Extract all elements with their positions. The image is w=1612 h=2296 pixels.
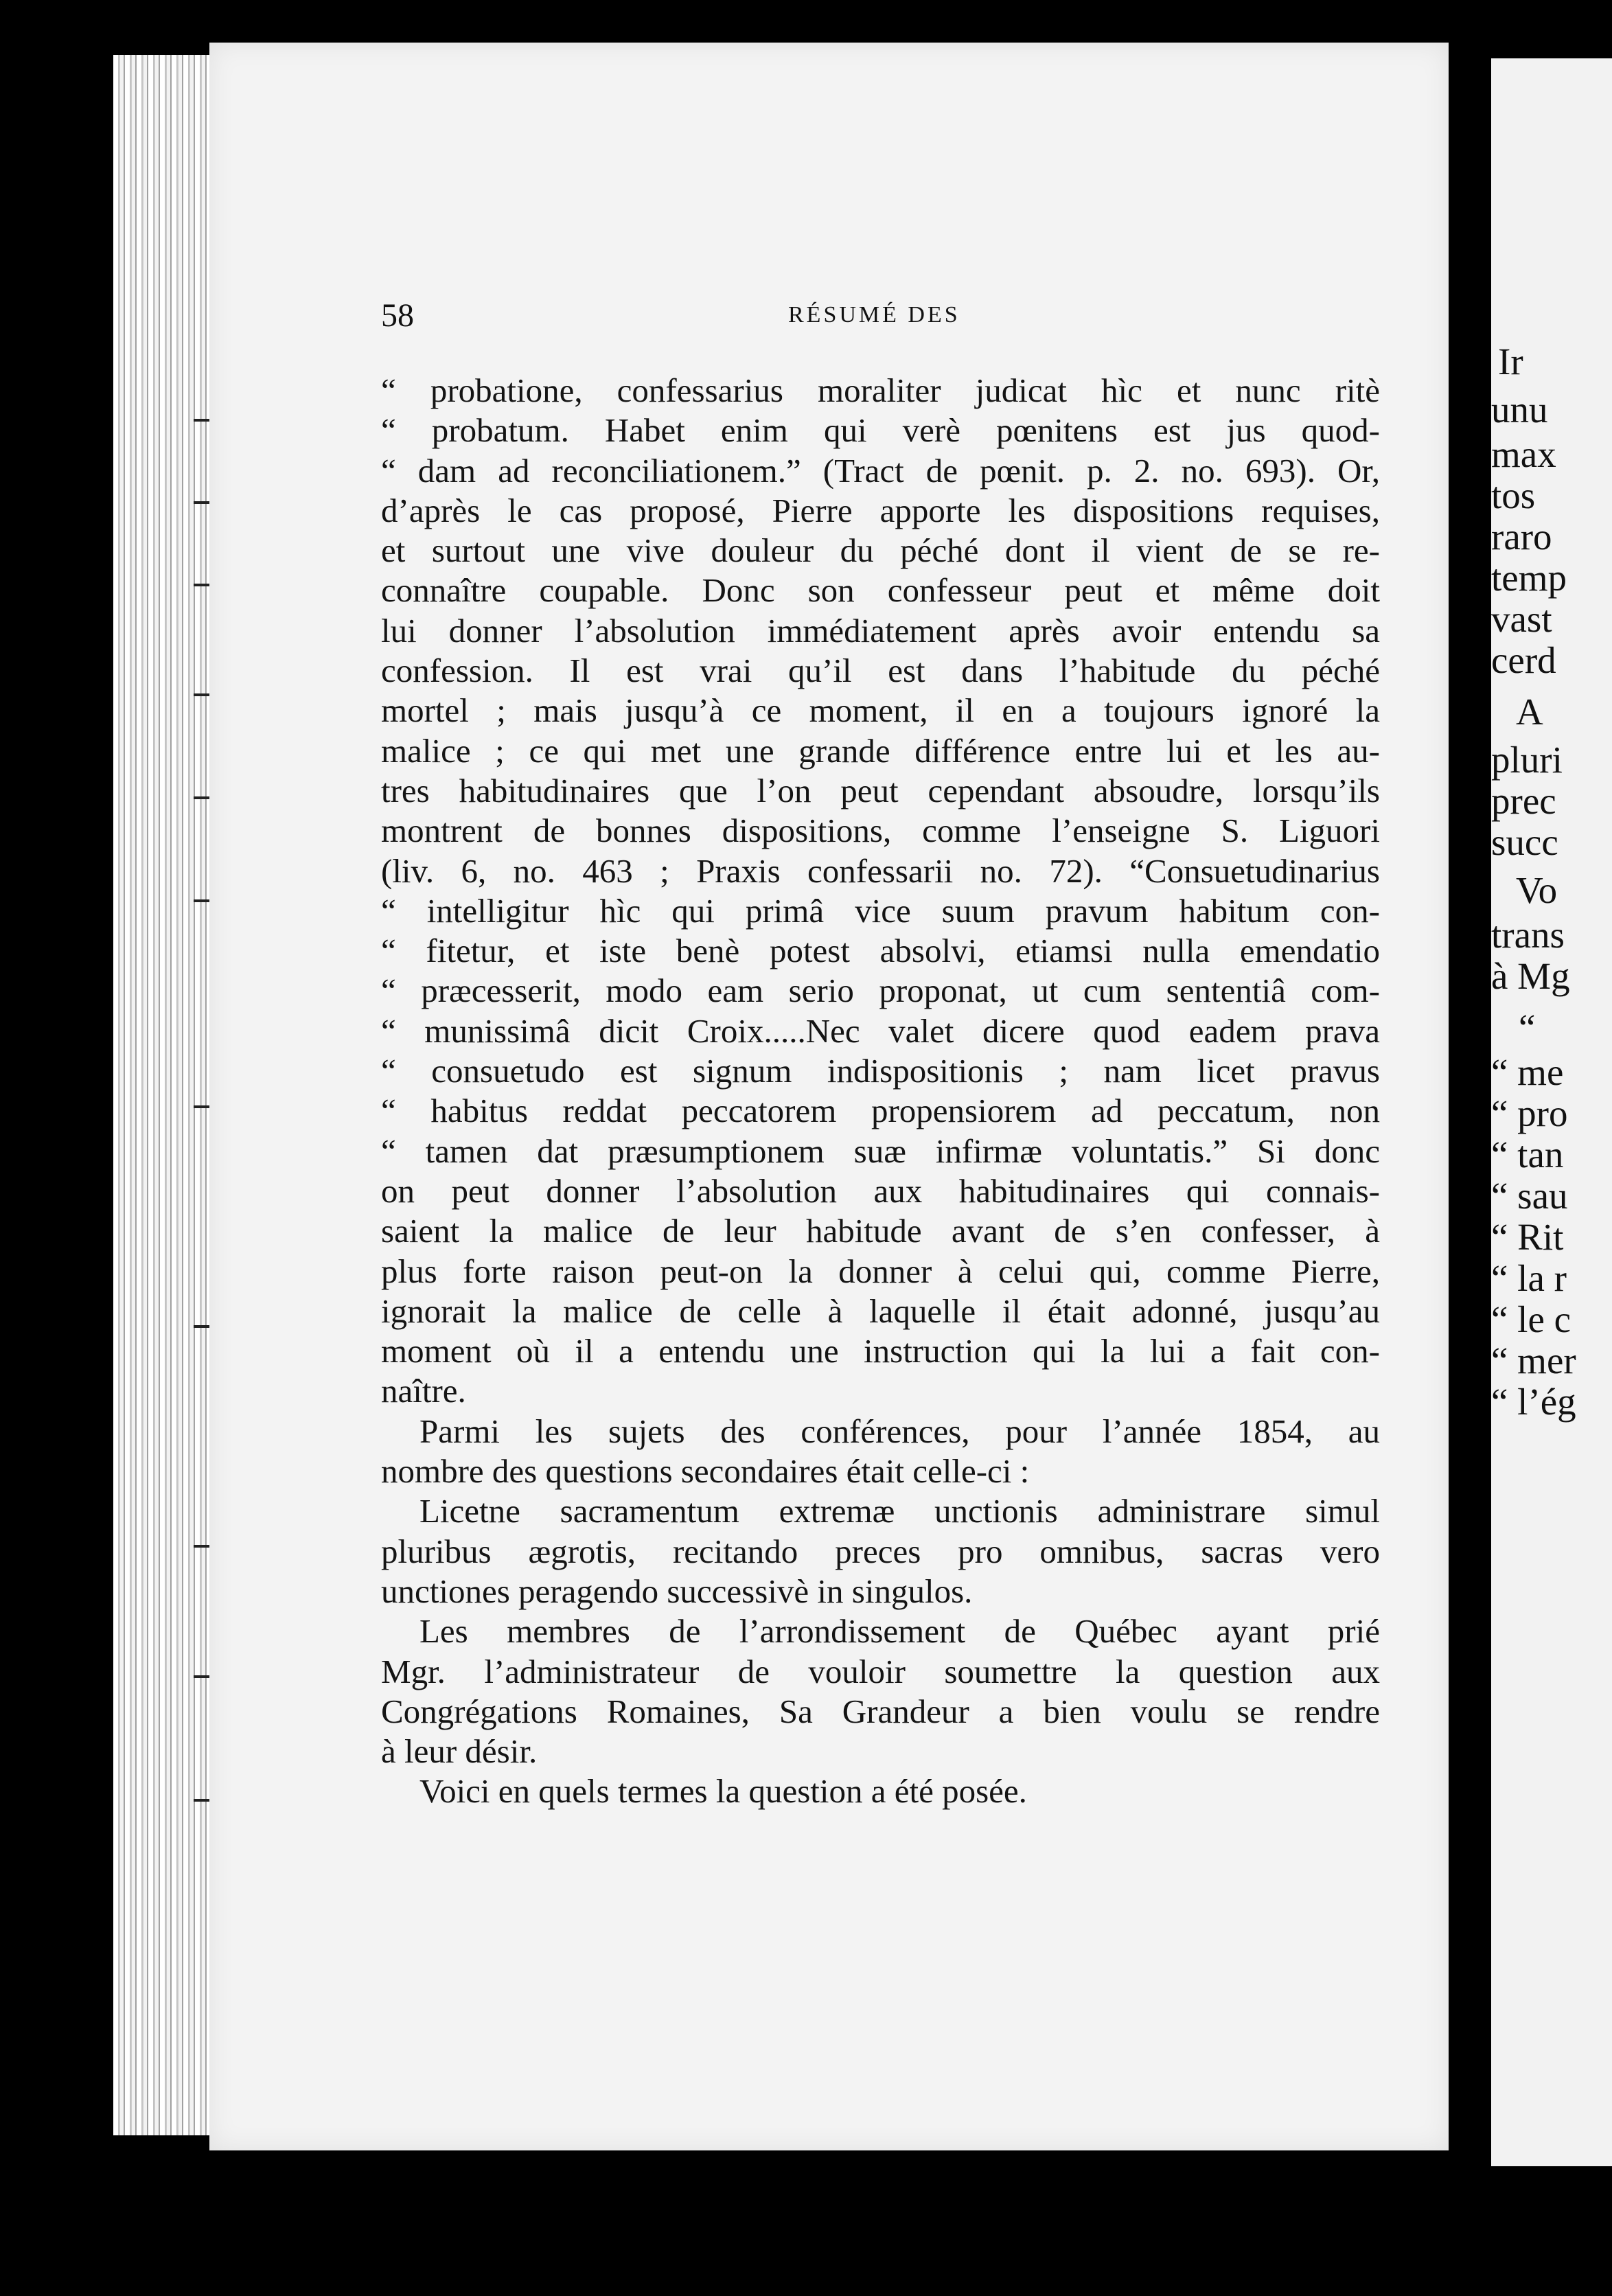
running-title: RÉSUMÉ DES bbox=[788, 302, 960, 328]
text-line: saient la malice de leur habitude avant de s’en confesser, à bbox=[381, 1212, 1380, 1250]
facing-fragment: “ mer bbox=[1491, 1340, 1576, 1381]
facing-fragment: “ bbox=[1519, 1007, 1536, 1048]
facing-fragment: raro bbox=[1491, 516, 1552, 558]
facing-fragment: “ la r bbox=[1491, 1257, 1567, 1299]
facing-fragment: trans bbox=[1491, 914, 1565, 956]
facing-fragment: prec bbox=[1491, 780, 1556, 822]
facing-fragment: tos bbox=[1491, 474, 1536, 516]
running-head bbox=[381, 297, 1380, 345]
facing-fragment: A bbox=[1516, 691, 1543, 733]
text-line: Mgr. l’administrateur de vouloir soumettre la question aux bbox=[381, 1652, 1380, 1690]
facing-fragment: temp bbox=[1491, 557, 1567, 599]
paragraph-first-line: Licetne sacramentum extremæ unctionis administrare simul bbox=[419, 1492, 1380, 1530]
facing-fragment: “ le c bbox=[1491, 1298, 1571, 1340]
page-number: 58 bbox=[381, 297, 414, 334]
facing-fragment: vast bbox=[1491, 598, 1552, 640]
text-line: à leur désir. bbox=[381, 1732, 538, 1771]
facing-fragment: “ Rit bbox=[1491, 1216, 1564, 1258]
text-line: “ consuetudo est signum indispositionis ; nam licet pravus bbox=[381, 1052, 1380, 1090]
text-line: plus forte raison peut-on la donner à celui qui, comme Pierre, bbox=[381, 1252, 1380, 1290]
text-line: tres habitudinaires que l’on peut cependant absoudre, lorsqu’ils bbox=[381, 771, 1380, 810]
text-line: confession. Il est vrai qu’il est dans l’habitude du péché bbox=[381, 652, 1380, 690]
text-line: d’après le cas proposé, Pierre apporte les dispositions requises, bbox=[381, 491, 1380, 529]
text-line: connaître coupable. Donc son confesseur peut et même doit bbox=[381, 571, 1380, 610]
text-line: “ fitetur, et iste benè potest absolvi, etiamsi nulla emendatio bbox=[381, 932, 1380, 970]
facing-fragment: à Mg bbox=[1491, 955, 1570, 997]
facing-fragment: “ me bbox=[1491, 1051, 1564, 1093]
text-line: “ probatum. Habet enim qui verè pœnitens est jus quod- bbox=[381, 411, 1380, 450]
facing-fragment: “ tan bbox=[1491, 1134, 1564, 1175]
facing-fragment: Vo bbox=[1516, 869, 1558, 911]
text-line: on peut donner l’absolution aux habitudinaires qui connais- bbox=[381, 1171, 1380, 1210]
facing-fragment: unu bbox=[1491, 389, 1548, 430]
text-line: lui donner l’absolution immédiatement après avoir entendu sa bbox=[381, 611, 1380, 650]
facing-fragment: pluri bbox=[1491, 739, 1563, 781]
facing-fragment: “ sau bbox=[1491, 1175, 1568, 1217]
paragraph-first-line: Parmi les sujets des conférences, pour l’année 1854, au bbox=[419, 1412, 1380, 1450]
text-line: unctiones peragendo successivè in singulos. bbox=[381, 1572, 973, 1610]
text-line: nombre des questions secondaires était celle-ci : bbox=[381, 1452, 1030, 1491]
facing-fragment: “ pro bbox=[1491, 1092, 1568, 1134]
text-line: “ probatione, confessarius moraliter judicat hìc et nunc ritè bbox=[381, 371, 1380, 409]
text-line: naître. bbox=[381, 1372, 466, 1410]
text-line: “ præcesserit, modo eam serio proponat, ut cum sententiâ com- bbox=[381, 972, 1380, 1010]
text-line: “ intelligitur hìc qui primâ vice suum pravum habitum con- bbox=[381, 891, 1380, 930]
facing-page-fragment bbox=[1491, 58, 1612, 2166]
facing-fragment: “ l’ég bbox=[1491, 1381, 1576, 1423]
page-edge-stack bbox=[113, 55, 216, 2135]
text-line: (liv. 6, no. 463 ; Praxis confessarii no. 72). “Consuetudinarius bbox=[381, 851, 1380, 890]
text-line: mortel ; mais jusqu’à ce moment, il en a toujours ignoré la bbox=[381, 691, 1380, 730]
paragraph-first-line: Voici en quels termes la question a été posée. bbox=[419, 1772, 1027, 1811]
text-line: “ dam ad reconciliationem.” (Tract de pœnit. p. 2. no. 693). Or, bbox=[381, 451, 1380, 490]
text-line: “ munissimâ dicit Croix.....Nec valet dicere quod eadem prava bbox=[381, 1011, 1380, 1050]
text-line: moment où il a entendu une instruction qui la lui a fait con- bbox=[381, 1332, 1380, 1370]
facing-fragment: Ir bbox=[1498, 341, 1523, 382]
body-text bbox=[381, 371, 1380, 1812]
text-line: Congrégations Romaines, Sa Grandeur a bien voulu se rendre bbox=[381, 1692, 1380, 1730]
text-line: ignorait la malice de celle à laquelle il était adonné, jusqu’au bbox=[381, 1292, 1380, 1330]
text-line: “ habitus reddat peccatorem propensiorem ad peccatum, non bbox=[381, 1092, 1380, 1130]
text-line: et surtout une vive douleur du péché dont il vient de se re- bbox=[381, 531, 1380, 570]
paragraph-first-line: Les membres de l’arrondissement de Québec ayant prié bbox=[419, 1612, 1380, 1651]
facing-fragment: cerd bbox=[1491, 639, 1556, 681]
text-line: pluribus ægrotis, recitando preces pro omnibus, sacras vero bbox=[381, 1532, 1380, 1570]
text-line: “ tamen dat præsumptionem suæ infirmæ voluntatis.” Si donc bbox=[381, 1132, 1380, 1170]
facing-fragment: max bbox=[1491, 433, 1556, 475]
text-line: montrent de bonnes dispositions, comme l’enseigne S. Liguori bbox=[381, 812, 1380, 850]
text-line: malice ; ce qui met une grande différence entre lui et les au- bbox=[381, 731, 1380, 770]
facing-fragment: succ bbox=[1491, 821, 1558, 863]
